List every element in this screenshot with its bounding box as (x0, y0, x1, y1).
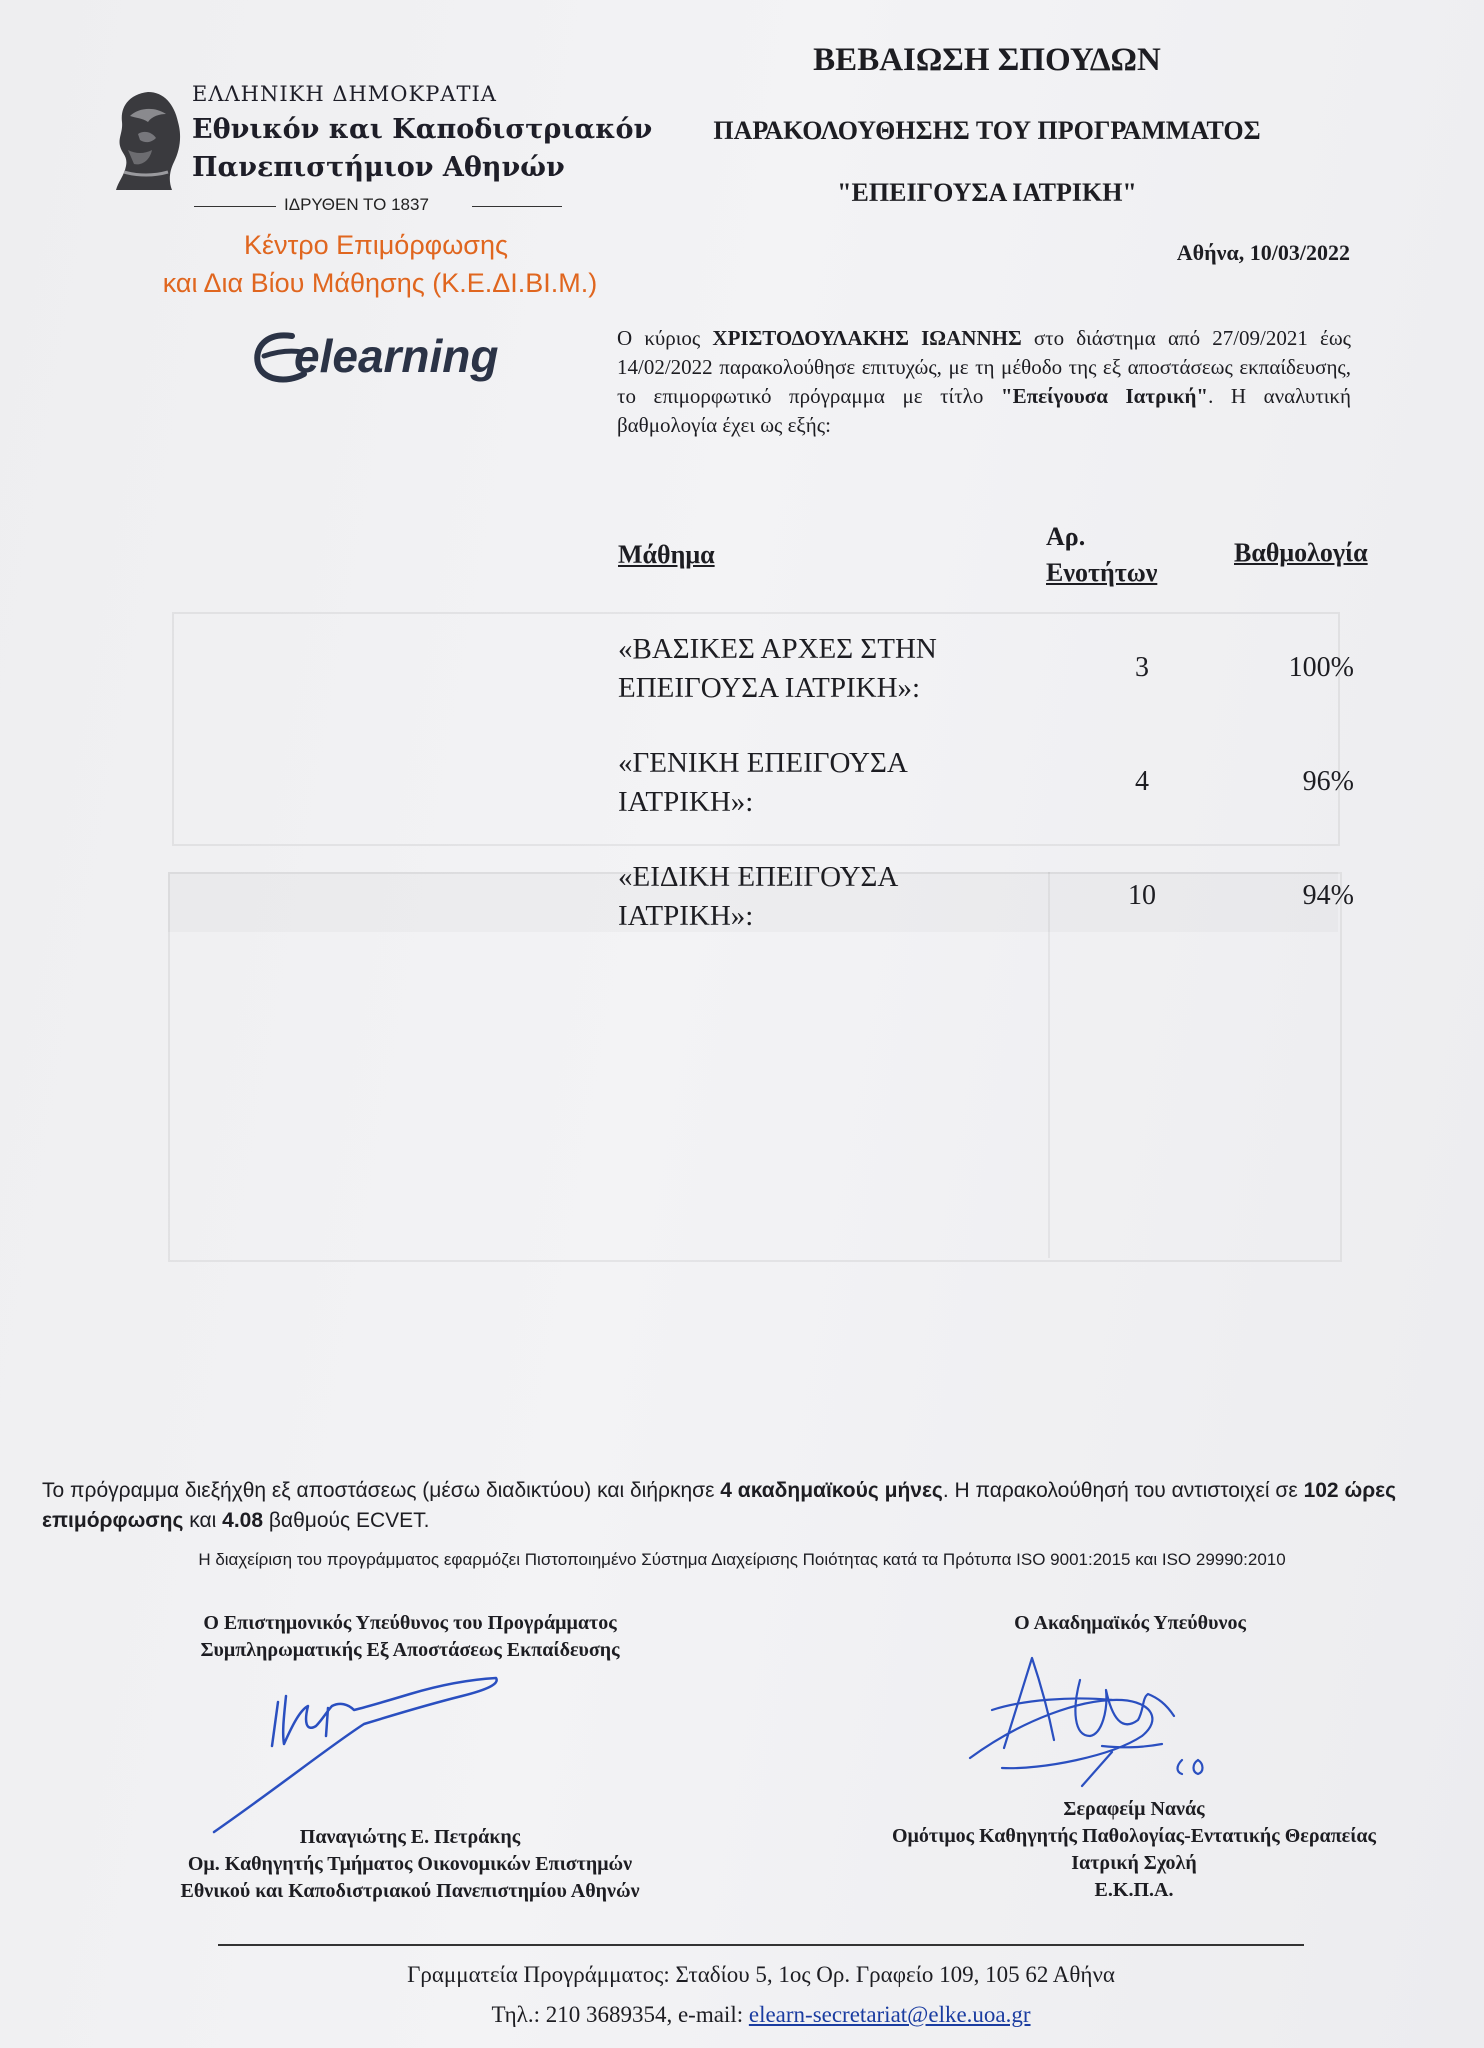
center-name-line1: Κέντρο Επιμόρφωσης (244, 230, 508, 260)
footer-email-link[interactable]: elearn-secretariat@elke.uoa.gr (748, 2002, 1031, 2027)
program-name: "Επείγουσα Ιατρική" (1000, 384, 1209, 408)
table-row-2-units: 4 (1135, 766, 1149, 797)
table-row-1-course (618, 630, 1038, 708)
column-header-units-line2: Ενοτήτων (1046, 558, 1158, 587)
summary-months: 4 ακαδημαϊκούς μήνες (720, 1479, 943, 1502)
right-title-line2: Ιατρική Σχολή (1071, 1852, 1197, 1874)
certificate-subtitle: ΠΑΡΑΚΟΛΟΥΘΗΣΗΣ ΤΟΥ ΠΡΟΓΡΑΜΜΑΤΟΣ (713, 116, 1261, 145)
course-3-line1: «ΕΙΔΙΚΗ ΕΠΕΙΓΟΥΣΑ (618, 861, 899, 893)
left-title-line2: Εθνικού και Καποδιστριακού Πανεπιστημίου Αθηνών (180, 1880, 640, 1902)
course-1-line2: ΕΠΕΙΓΟΥΣΑ ΙΑΤΡΙΚΗ»: (618, 672, 921, 704)
elearning-logo-text: elearning (294, 330, 499, 382)
table-row-3-grade: 94% (1302, 880, 1354, 911)
table-row-2-course (618, 744, 1038, 822)
footer-address: Γραμματεία Προγράμματος: Σταδίου 5, 1ος Ορ. Γραφείο 109, 105 62 Αθήνα (407, 1962, 1115, 1987)
program-summary (42, 1476, 1442, 1536)
column-header-units-line1: Αρ. (1046, 522, 1086, 551)
right-signature (962, 1640, 1222, 1790)
table-row-1-units: 3 (1135, 652, 1149, 683)
course-2-line2: ΙΑΤΡΙΚΗ»: (618, 786, 754, 818)
right-title-line1: Ομότιμος Καθηγητής Παθολογίας-Εντατικής Θεραπείας (892, 1825, 1376, 1847)
left-signatory-details (80, 1824, 740, 1905)
country-name: ΕΛΛΗΝΙΚΗ ΔΗΜΟΚΡΑΤΙΑ (192, 82, 497, 106)
right-title-line3: Ε.Κ.Π.Α. (1094, 1879, 1174, 1901)
table-row-1-grade: 100% (1288, 652, 1354, 683)
summary-ecvet: 4.08 (222, 1509, 264, 1532)
founded-rule-right (472, 206, 562, 207)
intro-text-2: στο διάστημα από 27/09/2021 έως 14/02/2022 παρακολούθησε επιτυχώς, με τη μέθοδο της εξ αποστάσεως εκπαίδευσης, το επιμορφωτικό πρόγραμμα με τίτλο (617, 326, 1351, 408)
footer-divider (218, 1944, 1304, 1946)
right-signatory-name: Σεραφείμ Νανάς (1063, 1798, 1205, 1820)
table-row-3-units: 10 (1128, 880, 1156, 911)
right-signatory-details (814, 1796, 1454, 1904)
table-row-3-course (618, 858, 1038, 936)
athena-emblem-icon (108, 88, 184, 192)
intro-text-3: . Η αναλυτική βαθμολογία έχει ως εξής: (617, 384, 1351, 437)
program-title: "ΕΠΕΙΓΟΥΣΑ ΙΑΤΡΙΚΗ" (837, 178, 1137, 207)
founded-year: ΙΔΡΥΘΕΝ ΤΟ 1837 (284, 195, 429, 214)
university-name-line2: Πανεπιστήμιον Αθηνών (192, 152, 565, 183)
left-signatory-name: Παναγιώτης Ε. Πετράκης (299, 1826, 521, 1848)
summary-text-2: . Η παρακολούθησή του αντιστοιχεί σε (942, 1479, 1304, 1502)
center-name-line2: και Δια Βίου Μάθησης (Κ.Ε.ΔΙ.ΒΙ.Μ.) (162, 268, 598, 298)
footer-contact (218, 2002, 1304, 2028)
university-name-line1: Εθνικόν και Καποδιστριακόν (192, 114, 653, 145)
left-signatory-role (100, 1610, 720, 1664)
founded-rule-left (194, 206, 276, 207)
course-2-line1: «ΓΕΝΙΚΗ ΕΠΕΙΓΟΥΣΑ (618, 747, 908, 779)
elearning-logo-icon (252, 326, 502, 386)
footer-phone: Τηλ.: 210 3689354, e-mail: (491, 2002, 749, 2027)
summary-text-1: Το πρόγραμμα διεξήχθη εξ αποστάσεως (μέσω διαδικτύου) και διήρκησε (42, 1479, 721, 1502)
course-1-line1: «ΒΑΣΙΚΕΣ ΑΡΧΕΣ ΣΤΗΝ (618, 633, 937, 665)
left-signature (200, 1666, 500, 1836)
student-name: ΧΡΙΣΤΟΔΟΥΛΑΚΗΣ ΙΩΑΝΝΗΣ (712, 326, 1022, 350)
right-signatory-role: Ο Ακαδημαϊκός Υπεύθυνος (1014, 1612, 1246, 1634)
left-title-line1: Ομ. Καθηγητής Τμήματος Οικονομικών Επιστημών (187, 1853, 633, 1875)
summary-text-3: και (183, 1509, 223, 1532)
summary-text-4: βαθμούς ECVET. (263, 1509, 430, 1532)
column-header-grade: Βαθμολογία (1234, 538, 1368, 567)
summary-hours: 102 ώρες επιμόρφωσης (42, 1479, 1397, 1532)
iso-statement: Η διαχείριση του προγράμματος εφαρμόζει Πιστοποιημένο Σύστημα Διαχείρισης Ποιότητας κατά τα Πρότυπα ISO 9001:2015 και ISO 29990:2010 (198, 1550, 1286, 1569)
left-role-line1: Ο Επιστημονικός Υπεύθυνος του Προγράμματος (203, 1612, 617, 1634)
certificate-title: ΒΕΒΑΙΩΣΗ ΣΠΟΥΔΩΝ (813, 42, 1161, 78)
intro-text-1: Ο κύριος (617, 326, 713, 350)
column-header-course: Μάθημα (618, 540, 715, 569)
course-3-line2: ΙΑΤΡΙΚΗ»: (618, 900, 754, 932)
table-row-2-grade: 96% (1302, 766, 1354, 797)
left-role-line2: Συμπληρωματικής Εξ Αποστάσεως Εκπαίδευσης (200, 1639, 620, 1661)
intro-paragraph (617, 324, 1351, 440)
place-date: Αθήνα, 10/03/2022 (1176, 240, 1350, 265)
